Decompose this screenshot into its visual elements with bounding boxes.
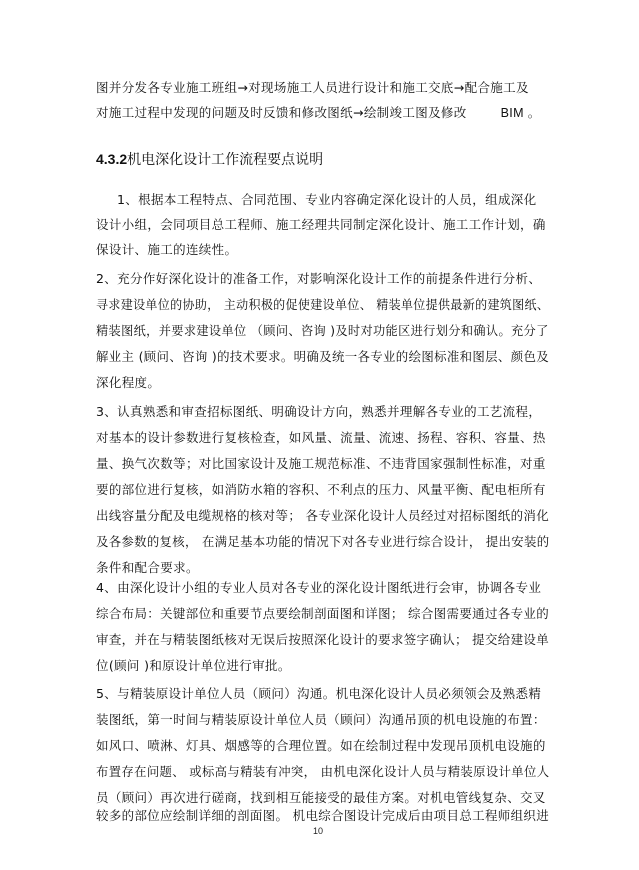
p5-line-2: 装图纸，第一时间与精装原设计单位人员（顾问）沟通吊顶的机电设施的布置： bbox=[96, 712, 546, 727]
p1-line-1: 1、根据本工程特点、合同范围、专业内容确定深化设计的人员，组成深化 bbox=[117, 192, 537, 207]
p2-line-2: 寻求建设单位的协助， 主动积极的促使建设单位、 精装单位提供最新的建筑图纸、 bbox=[96, 297, 550, 312]
p5-line-6: 较多的部位应绘制详细的剖面图。 机电综合图设计完成后由项目总工程师组织进 bbox=[96, 808, 550, 823]
p3-line-1: 3、认真熟悉和审查招标图纸、明确设计方向，熟悉并理解各专业的工艺流程， bbox=[96, 404, 542, 419]
section-title: 机电深化设计工作流程要点说明 bbox=[127, 152, 324, 168]
p2-line-1: 2、充分作好深化设计的准备工作，对影响深化设计工作的前提条件进行分析、 bbox=[96, 271, 542, 286]
intro-line-2-tail: BIM 。 bbox=[500, 106, 541, 120]
intro-line-2-text: 对施工过程中发现的问题及时反馈和修改图纸→绘制竣工图及修改 bbox=[96, 105, 467, 120]
p3-line-6: 及各参数的复核， 在满足基本功能的情况下对各专业进行综合设计， 提出安装的 bbox=[96, 534, 550, 549]
intro-line-2 bbox=[96, 105, 541, 121]
p3-line-7: 条件和配合要求。 bbox=[96, 560, 199, 575]
p1-line-2: 设计小组，会同项目总工程师、施工经理共同制定深化设计、施工工作计划，确 bbox=[96, 217, 546, 232]
p3-line-2: 对基本的设计参数进行复核检查，如风量、流量、流速、扬程、容积、容量、热 bbox=[96, 430, 546, 445]
p4-line-4: 位(顾问 )和原设计单位进行审批。 bbox=[96, 658, 291, 673]
p3-line-3: 量、换气次数等；对比国家设计及施工规范标准、不违背国家强制性标准，对重 bbox=[96, 456, 546, 471]
p5-line-3: 如风口、喷淋、灯具、烟感等的合理位置。如在绘制过程中发现吊顶机电设施的 bbox=[96, 738, 546, 753]
p5-line-4: 布置存在问题、 或标高与精装有冲突， 由机电深化设计人员与精装原设计单位人 bbox=[96, 764, 550, 779]
p4-line-1: 4、由深化设计小组的专业人员对各专业的深化设计图纸进行会审，协调各专业 bbox=[96, 580, 542, 595]
p4-line-3: 审查，并在与精装图纸核对无误后按照深化设计的要求签字确认； 提交给建设单 bbox=[96, 632, 550, 647]
p5-line-5: 员（顾问）再次进行磋商，找到相互能接受的最佳方案。对机电管线复杂、交叉 bbox=[96, 790, 546, 805]
p2-line-5: 深化程度。 bbox=[96, 375, 161, 390]
p2-line-3: 精装图纸，并要求建设单位 （顾问、咨询 )及时对功能区进行划分和确认。充分了 bbox=[96, 323, 549, 338]
p1-line-3: 保设计、施工的连续性。 bbox=[96, 242, 238, 257]
p5-line-1: 5、与精装原设计单位人员（顾问）沟通。机电深化设计人员必须领会及熟悉精 bbox=[96, 686, 542, 701]
p3-line-5: 出线容量分配及电缆规格的核对等； 各专业深化设计人员经过对招标图纸的消化 bbox=[96, 508, 550, 523]
p3-line-4: 要的部位进行复核，如消防水箱的容积、不利点的压力、风量平衡、配电柜所有 bbox=[96, 482, 546, 497]
page-number: 10 bbox=[313, 826, 324, 836]
p4-line-2: 综合布局：关键部位和重要节点要绘制剖面图和详图； 综合图需要通过各专业的 bbox=[96, 606, 550, 621]
section-number: 4.3.2 bbox=[96, 151, 128, 167]
intro-line-1: 图并分发各专业施工班组→对现场施工人员进行设计和施工交底→配合施工及 bbox=[96, 80, 529, 95]
section-heading bbox=[96, 150, 323, 169]
p2-line-4: 解业主 (顾问、咨询 )的技术要求。明确及统一各专业的绘图标准和图层、颜色及 bbox=[96, 349, 550, 364]
